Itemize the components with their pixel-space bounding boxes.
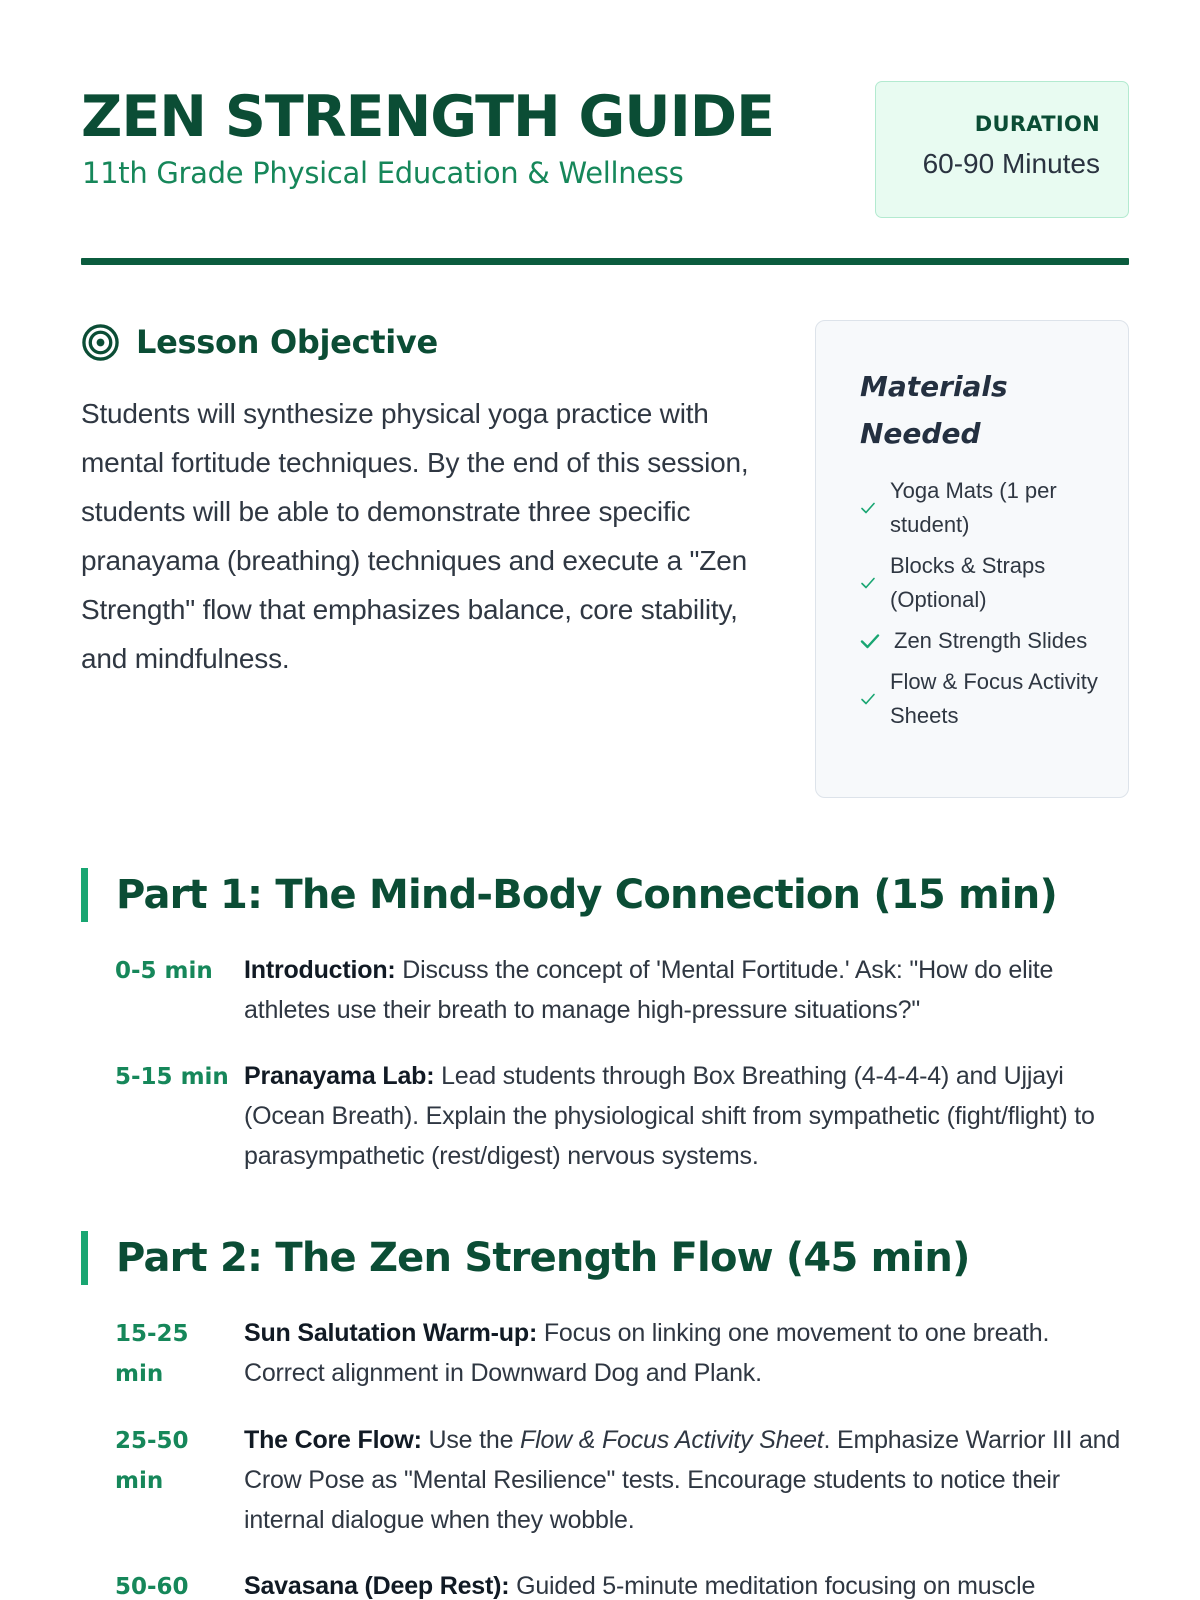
header-divider [81, 258, 1129, 265]
schedule-text: Discuss the concept of 'Mental Fortitude.' Ask: "How do elite athletes use their breath to manage high-pressure situations?" [244, 956, 1054, 1024]
schedule-heading: Pranayama Lab: [244, 1062, 435, 1090]
schedule-time: 0-5 min [115, 958, 213, 984]
schedule-text: Guided 5-minute meditation focusing on muscle [509, 1572, 1036, 1600]
schedule-text: Focus on linking one movement to one breath. Correct alignment in Downward Dog and Plank. [244, 1319, 1050, 1387]
schedule-row [115, 950, 1129, 1030]
materials-item [860, 624, 1108, 658]
schedule-time: 5-15 min [115, 1064, 229, 1090]
check-icon [860, 631, 880, 651]
target-icon [81, 323, 120, 362]
schedule-heading: The Core Flow: [244, 1426, 422, 1454]
materials-item [860, 549, 1108, 617]
schedule-time: 25-50 min [115, 1428, 189, 1494]
materials-item-label: Yoga Mats (1 per student) [890, 478, 1057, 537]
schedule-description [244, 1566, 1129, 1600]
schedule-row [115, 1420, 1129, 1540]
duration-label: DURATION [974, 112, 1100, 136]
objective-title: Lesson Objective [136, 323, 438, 361]
duration-value: 60-90 Minutes [922, 148, 1100, 179]
schedule-description [244, 1420, 1129, 1540]
schedule-row [115, 1313, 1129, 1394]
header [81, 80, 1129, 266]
schedule-row [115, 1566, 1129, 1600]
page-title: ZEN STRENGTH GUIDE [81, 84, 775, 150]
objective-heading-row [81, 322, 771, 362]
part-2-schedule [81, 1313, 1129, 1600]
materials-item [860, 665, 1108, 733]
check-icon [860, 575, 876, 591]
lesson-objective-section [81, 322, 771, 683]
materials-item-label: Zen Strength Slides [894, 628, 1088, 653]
materials-item-label: Blocks & Straps (Optional) [890, 553, 1046, 612]
schedule-heading: Sun Salutation Warm-up: [244, 1319, 538, 1347]
part-2-title: Part 2: The Zen Strength Flow (45 min) [81, 1231, 1129, 1285]
part-1-schedule [81, 950, 1129, 1176]
schedule-description [244, 950, 1129, 1030]
schedule-row [115, 1056, 1129, 1176]
schedule-text: . Emphasize Warrior III and Crow Pose as "Mental Resilience" tests. Encourage students to notice their internal dialogue when they wobble. [244, 1426, 1121, 1534]
part-2-section [81, 1231, 1129, 1600]
schedule-description [244, 1056, 1129, 1176]
objective-text: Students will synthesize physical yoga practice with mental fortitude techniques. By the end of this session, students will be able to demonstrate three specific pranayama (breathing) techniques and execute a "Zen Strength" flow that emphasizes balance, core stability, and mindfulness. [81, 398, 749, 674]
part-1-title: Part 1: The Mind-Body Connection (15 min) [81, 868, 1129, 922]
schedule-text: Lead students through Box Breathing (4-4-4-4) and Ujjayi (Ocean Breath). Explain the physiological shift from sympathetic (fight/flight) to parasympathetic (rest/digest) nervous systems. [244, 1062, 1095, 1170]
page-subtitle: 11th Grade Physical Education & Wellness [82, 156, 684, 190]
schedule-time: 50-60 [115, 1574, 189, 1600]
schedule-text-pre: Use the [421, 1426, 521, 1454]
schedule-heading: Introduction: [244, 956, 396, 984]
materials-card [815, 320, 1129, 798]
duration-box [875, 81, 1129, 218]
schedule-description [244, 1313, 1129, 1394]
part-1-section [81, 868, 1129, 1202]
schedule-time: 15-25 min [115, 1321, 189, 1387]
materials-title: Materials Needed [860, 370, 1008, 450]
check-icon [860, 500, 876, 516]
materials-item [860, 474, 1108, 542]
schedule-heading: Savasana (Deep Rest): [244, 1572, 510, 1600]
schedule-text-emphasis: Flow & Focus Activity Sheet [520, 1426, 824, 1454]
check-icon [860, 691, 876, 707]
materials-item-label: Flow & Focus Activity Sheets [890, 669, 1098, 728]
